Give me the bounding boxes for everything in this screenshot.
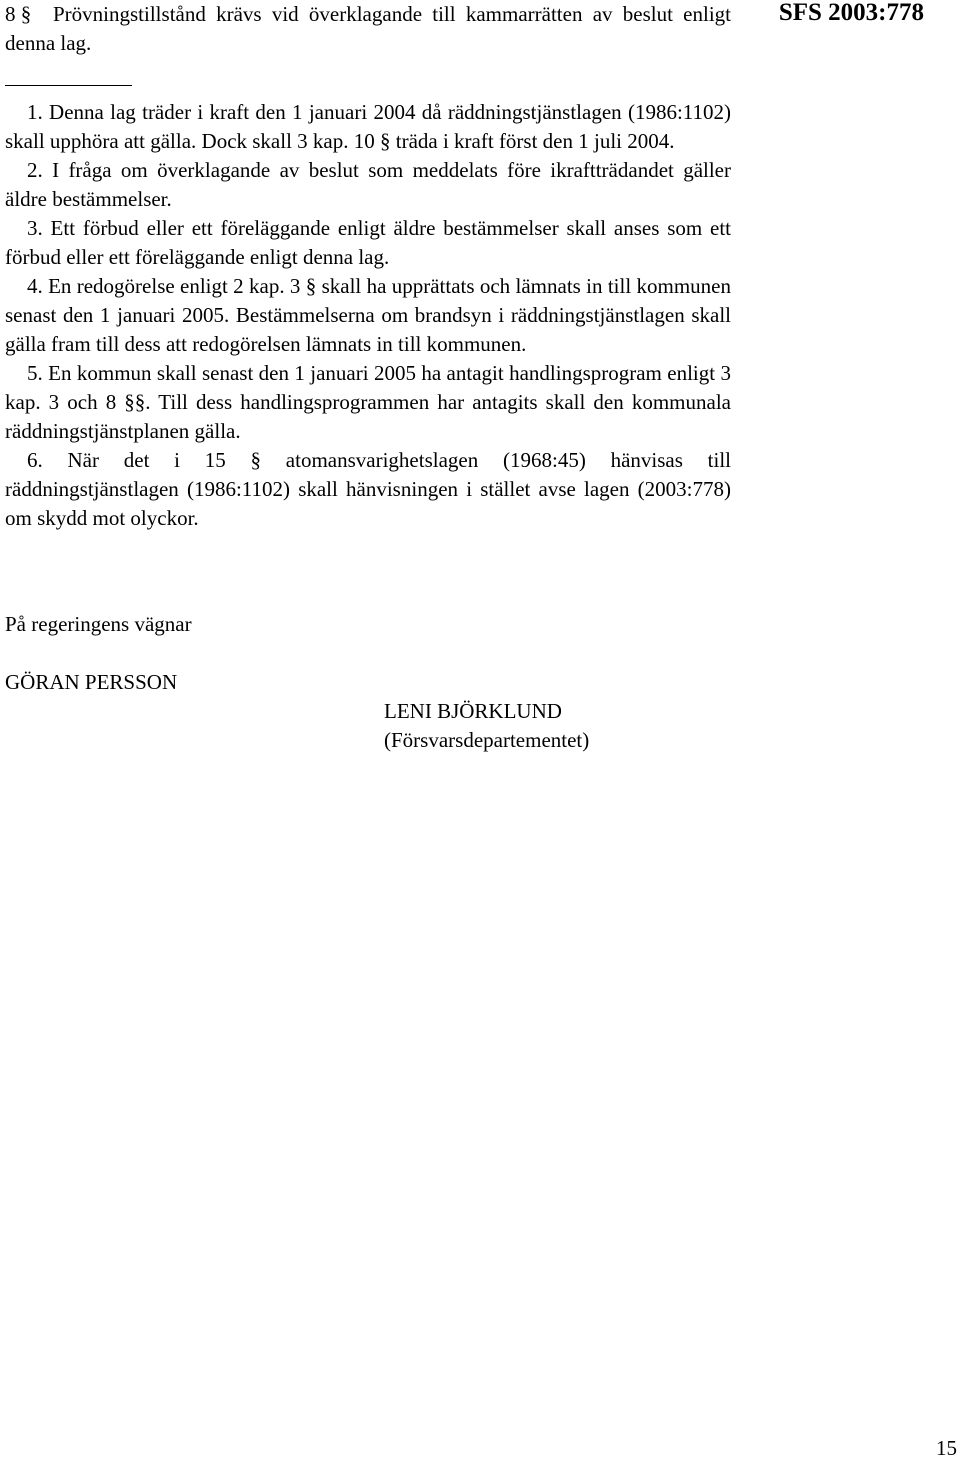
transitional-provision-5: 5. En kommun skall senast den 1 januari 2005 ha antagit handlingsprogram enligt 3 kap. 3 och 8 §§. Till dess handlingsprogrammen har antagits skall den kommunala räddningstjänstplanen gälla. [5,361,731,443]
section-8-paragraph [5,0,731,58]
signer-prime-minister: GÖRAN PERSSON [5,670,178,694]
transitional-provision-1: 1. Denna lag träder i kraft den 1 januari 2004 då räddningstjänstlagen (1986:1102) skall upphöra att gälla. Dock skall 3 kap. 10 § träda i kraft först den 1 juli 2004. [5,100,731,153]
section-divider [5,85,132,86]
sfs-number: SFS 2003:778 [778,0,924,26]
transitional-provision-6: 6. När det i 15 § atomansvarighetslagen (1968:45) hänvisas till räddningstjänstlagen (1986:1102) skall hänvisningen i stället avse lagen (2003:778) om skydd mot olyckor. [5,448,731,530]
section-8-text: Prövningstillstånd krävs vid överklagande till kammarrätten av beslut enligt denna lag. [5,2,731,55]
signer-minister-block [384,697,589,755]
transitional-provision-3: 3. Ett förbud eller ett föreläggande enligt äldre bestämmelser skall anses som ett förbud eller ett föreläggande enligt denna lag. [5,216,731,269]
transitional-provision-2: 2. I fråga om överklagande av beslut som meddelats före ikraftträdandet gäller äldre bestämmelser. [5,158,731,211]
signature-intro: På regeringens vägnar [5,612,192,636]
signer-department: (Försvarsdepartementet) [384,728,590,752]
transitional-provision-4: 4. En redogörelse enligt 2 kap. 3 § skall ha upprättats och lämnats in till kommunen senast den 1 januari 2005. Bestämmelserna om brandsyn i räddningstjänstlagen skall gälla fram till dess att redogörelsen lämnats in till kommunen. [5,274,731,356]
signer-minister: LENI BJÖRKLUND [384,699,562,723]
page-number: 15 [936,1436,957,1460]
document-body [5,0,731,533]
section-8-label: 8 § [5,2,32,26]
